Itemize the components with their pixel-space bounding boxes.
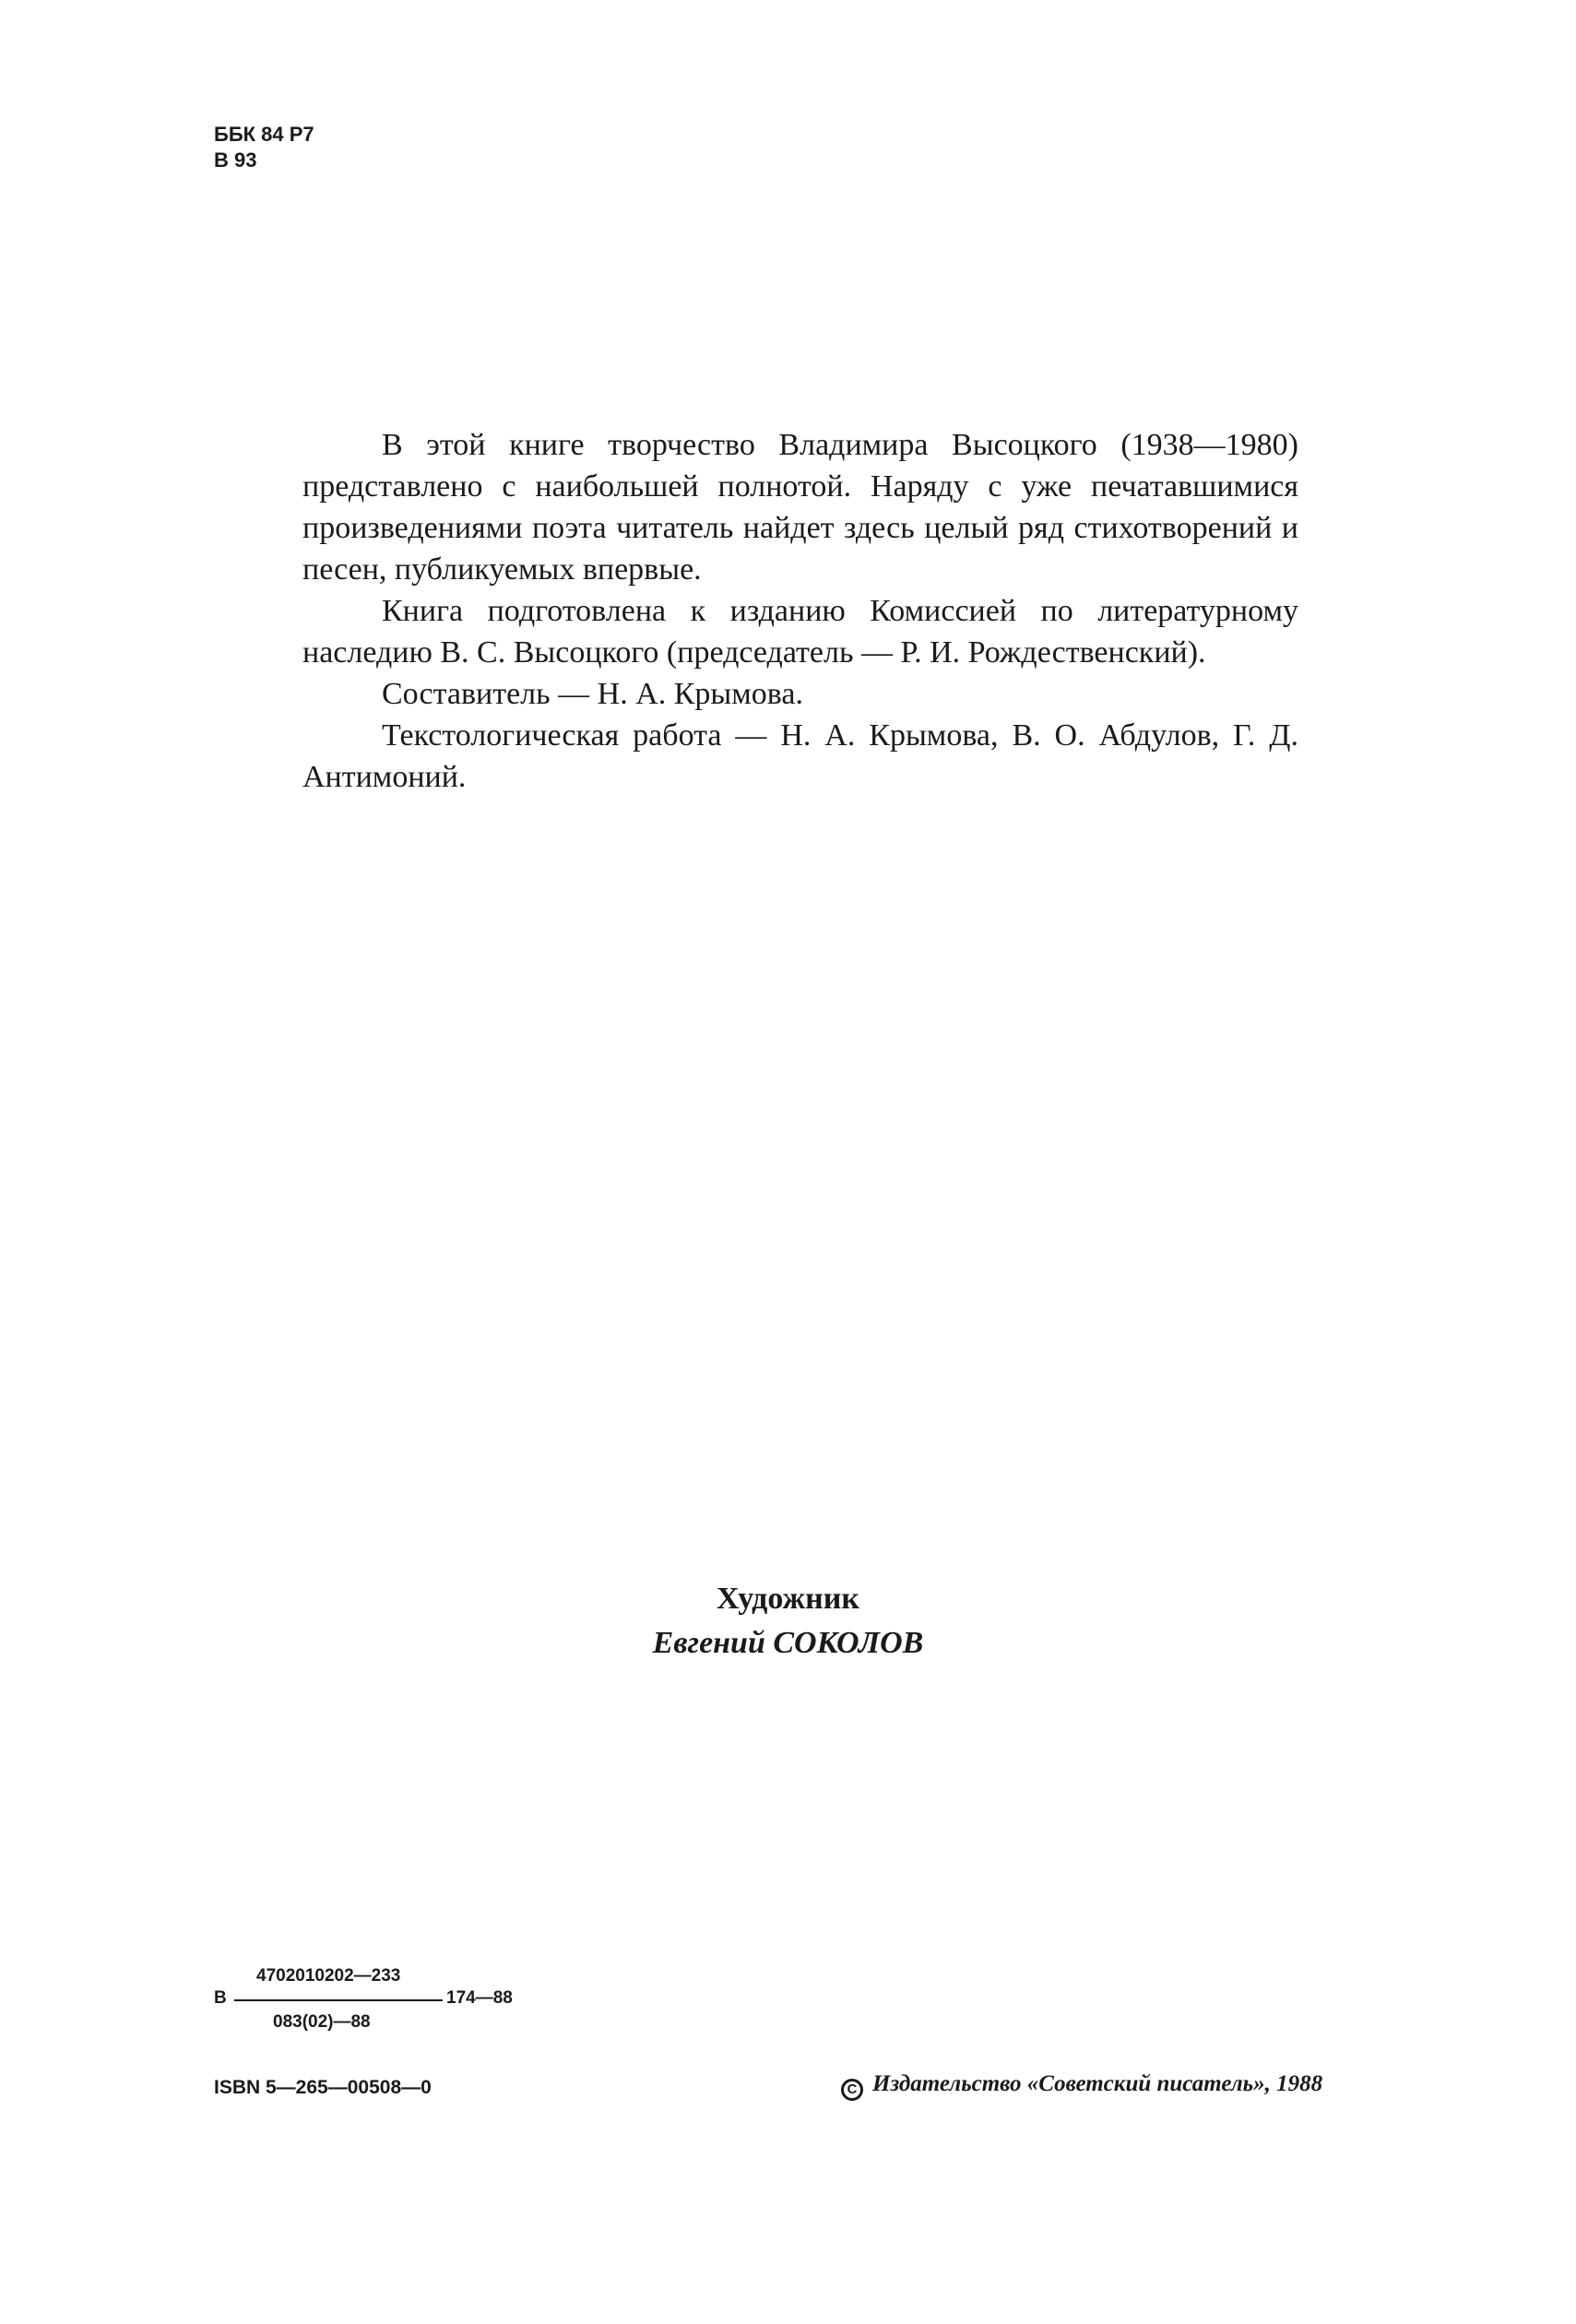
fraction-line bbox=[234, 1999, 443, 2001]
artist-role: Художник bbox=[717, 1582, 859, 1616]
copyright-text: Издательство «Советский писатель», 1988 bbox=[872, 2071, 1323, 2096]
imprint-suffix: 174—88 bbox=[446, 1988, 513, 2008]
imprint-prefix: В bbox=[214, 1988, 227, 2008]
annotation-paragraph-description: В этой книге творчество Владимира Высоцкого (1938—1980) представлено с наибольшей полнотой. Наряду с уже печатавшимися произведениями поэта читатель найдет здесь целый ряд стихотворений и песен, публикуемых впервые. bbox=[302, 428, 1298, 587]
classification-codes bbox=[214, 122, 314, 173]
copyright-icon: C bbox=[841, 2079, 863, 2101]
annotation-paragraph-textology: Текстологическая работа — Н. А. Крымова, В. О. Абдулов, Г. Д. Антимоний. bbox=[302, 718, 1298, 794]
annotation-paragraph-compiler: Составитель — Н. А. Крымова. bbox=[382, 677, 803, 711]
artist-name: Евгений СОКОЛОВ bbox=[652, 1626, 924, 1660]
annotation bbox=[302, 424, 1298, 798]
annotation-paragraph-commission: Книга подготовлена к изданию Комиссией по литературному наследию В. С. Высоцкого (председатель — Р. И. Рождественский). bbox=[302, 594, 1298, 670]
imprint-numerator: 4702010202—233 bbox=[256, 1966, 401, 1986]
copyright-notice bbox=[841, 2071, 1322, 2101]
imprint-denominator: 083(02)—88 bbox=[273, 2012, 371, 2032]
bbk-code: ББК 84 Р7 bbox=[214, 123, 314, 146]
author-mark: В 93 bbox=[214, 148, 257, 172]
artist-credit bbox=[0, 1577, 1576, 1666]
isbn: ISBN 5—265—00508—0 bbox=[214, 2077, 432, 2098]
